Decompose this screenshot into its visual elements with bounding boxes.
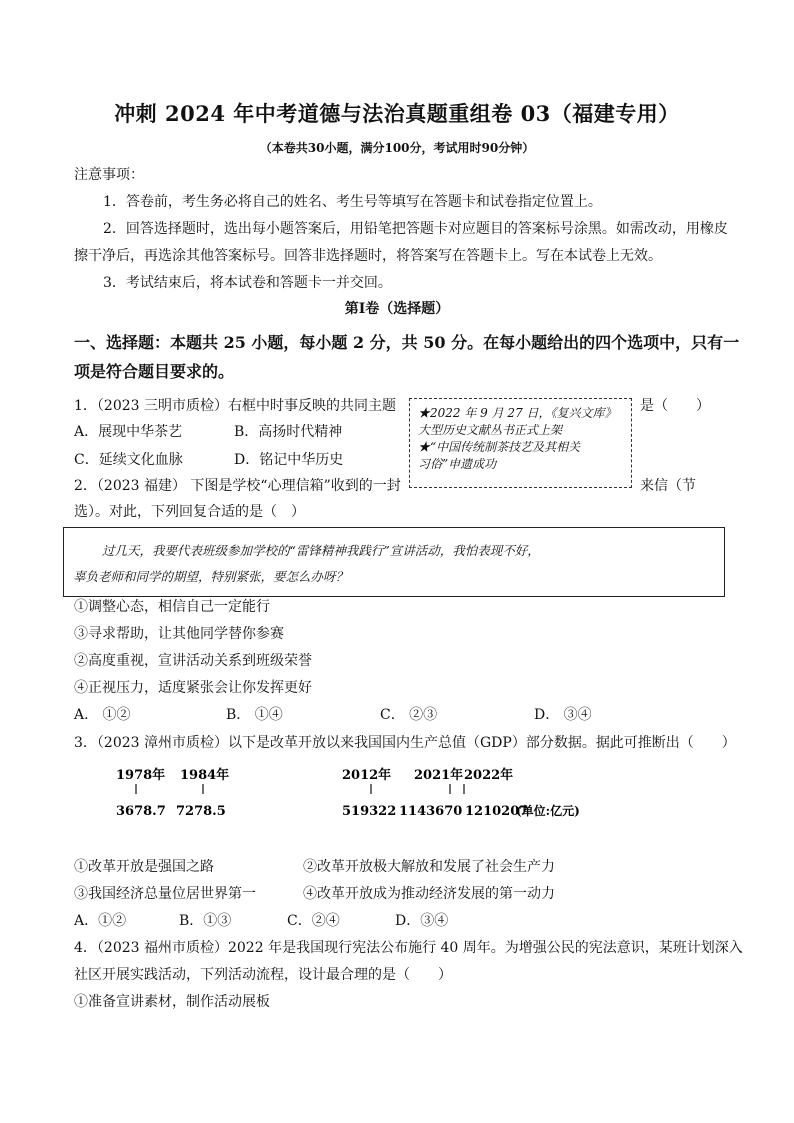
q1-box-line: 习俗”申遗成功 (418, 457, 497, 471)
q2-item: ①调整心态，相信自己一定能行 (74, 599, 270, 615)
timeline-year: 1984年 (180, 768, 230, 783)
q4-stem: 4．（2023 福州市质检）2022 年是我国现行宪法公布施行 40 周年。为增强公民的宪法意识，某班计划深入 (74, 940, 743, 956)
q2-stem: 2．（2023 福建） 下图是学校“心理信箱”收到的一封 (74, 478, 401, 494)
timeline-year: 2012年 (342, 768, 392, 783)
q2-option-c: C． ②③ (380, 707, 438, 723)
q4-stem-line2: 社区开展实践活动，下列活动流程，设计最合理的是（ ） (74, 967, 452, 983)
q1-option-b: B．高扬时代精神 (234, 424, 343, 440)
q3-stem: 3．（2023 漳州市质检）以下是改革开放以来我国国内生产总值（GDP）部分数据。据此可推断出（ ） (74, 735, 736, 751)
q2-stem-end: 来信（节 (640, 478, 696, 494)
section-heading: 项是符合题目要求的。 (74, 362, 235, 381)
timeline-value: 1210207 (465, 804, 529, 819)
page-subtitle: （本卷共30小题，满分100分，考试用时90分钟） (259, 141, 535, 155)
note-item: 擦干净后，再选涂其他答案标号。回答非选择题时，将答案写在答题卡上。写在本试卷上无效。 (74, 248, 662, 264)
q2-letter-line: 辜负老师和同学的期望，特别紧张，要怎么办呀？ (73, 569, 349, 584)
timeline-year: 2021年 (414, 768, 464, 783)
gdp-timeline (96, 760, 606, 826)
notes-heading: 注意事项： (74, 167, 144, 183)
note-item: 2．回答选择题时，选出每小题答案后，用铅笔把答题卡对应题目的答案标号涂黑。如需改动，用橡皮 (103, 221, 728, 237)
q4-item: ①准备宣讲素材，制作活动展板 (74, 994, 270, 1010)
timeline-value: 3678.7 (116, 804, 166, 819)
q3-option-a: A．①② (74, 913, 127, 929)
q3-item: ①改革开放是强国之路 (74, 859, 214, 875)
timeline-year: 2022年 (464, 768, 514, 783)
q2-item: ③寻求帮助，让其他同学替你参赛 (74, 626, 284, 642)
q3-item: ④改革开放成为推动经济发展的第一动力 (303, 886, 555, 902)
timeline-value: 519322 (342, 804, 397, 819)
q1-box-line: ★“中国传统制茶技艺及其相关 (418, 440, 581, 454)
q2-option-a: A． ①② (74, 707, 131, 723)
note-item: 3．考试结束后，将本试卷和答题卡一并交回。 (103, 275, 392, 291)
q2-letter-box (63, 527, 725, 597)
q3-item: ②改革开放极大解放和发展了社会生产力 (303, 859, 555, 875)
q1-option-d: D．铭记中华历史 (234, 452, 344, 468)
q1-stem-end: 是（ ） (640, 398, 710, 414)
timeline-value: 7278.5 (176, 804, 226, 819)
q3-option-c: C．②④ (287, 913, 340, 929)
q3-item: ③我国经济总量位居世界第一 (74, 886, 256, 902)
q1-news-box (409, 398, 632, 488)
timeline-year: 1978年 (116, 768, 166, 783)
q1-option-c: C．延续文化血脉 (74, 452, 183, 468)
timeline-value: 1143670 (399, 804, 463, 819)
q1-option-a: A．展现中华茶艺 (74, 424, 183, 440)
q1-box-line: 大型历史文献丛书正式上架 (418, 423, 563, 437)
part-title: 第Ⅰ卷（选择题） (344, 301, 450, 317)
q2-stem-line2: 选）。对此，下列回复合适的是（ ） (74, 504, 305, 520)
note-item: 1．答卷前，考生务必将自己的姓名、考生号等填写在答题卡和试卷指定位置上。 (103, 194, 602, 210)
page-title: 冲刺 2024 年中考道德与法治真题重组卷 03（福建专用） (114, 101, 680, 126)
q3-option-d: D．③④ (395, 913, 449, 929)
q2-letter-line: 过几天，我要代表班级参加学校的“雷锋精神我践行”宣讲活动，我怕表现不好， (102, 543, 540, 558)
q2-item: ④正视压力，适度紧张会让你发挥更好 (74, 680, 312, 696)
q1-box-line: ★2022 年 9 月 27 日，《复兴文库》 (418, 406, 617, 420)
q2-option-b: B． ①④ (226, 707, 283, 723)
q1-stem: 1．（2023 三明市质检）右框中时事反映的共同主题 (74, 398, 396, 414)
timeline-unit: (单位:亿元) (516, 804, 580, 818)
q2-item: ②高度重视，宣讲活动关系到班级荣誉 (74, 653, 312, 669)
q2-option-d: D． ③④ (534, 707, 592, 723)
q3-option-b: B．①③ (179, 913, 232, 929)
section-heading: 一、选择题：本题共 25 小题，每小题 2 分，共 50 分。在每小题给出的四个选项中，只有一 (74, 333, 740, 352)
